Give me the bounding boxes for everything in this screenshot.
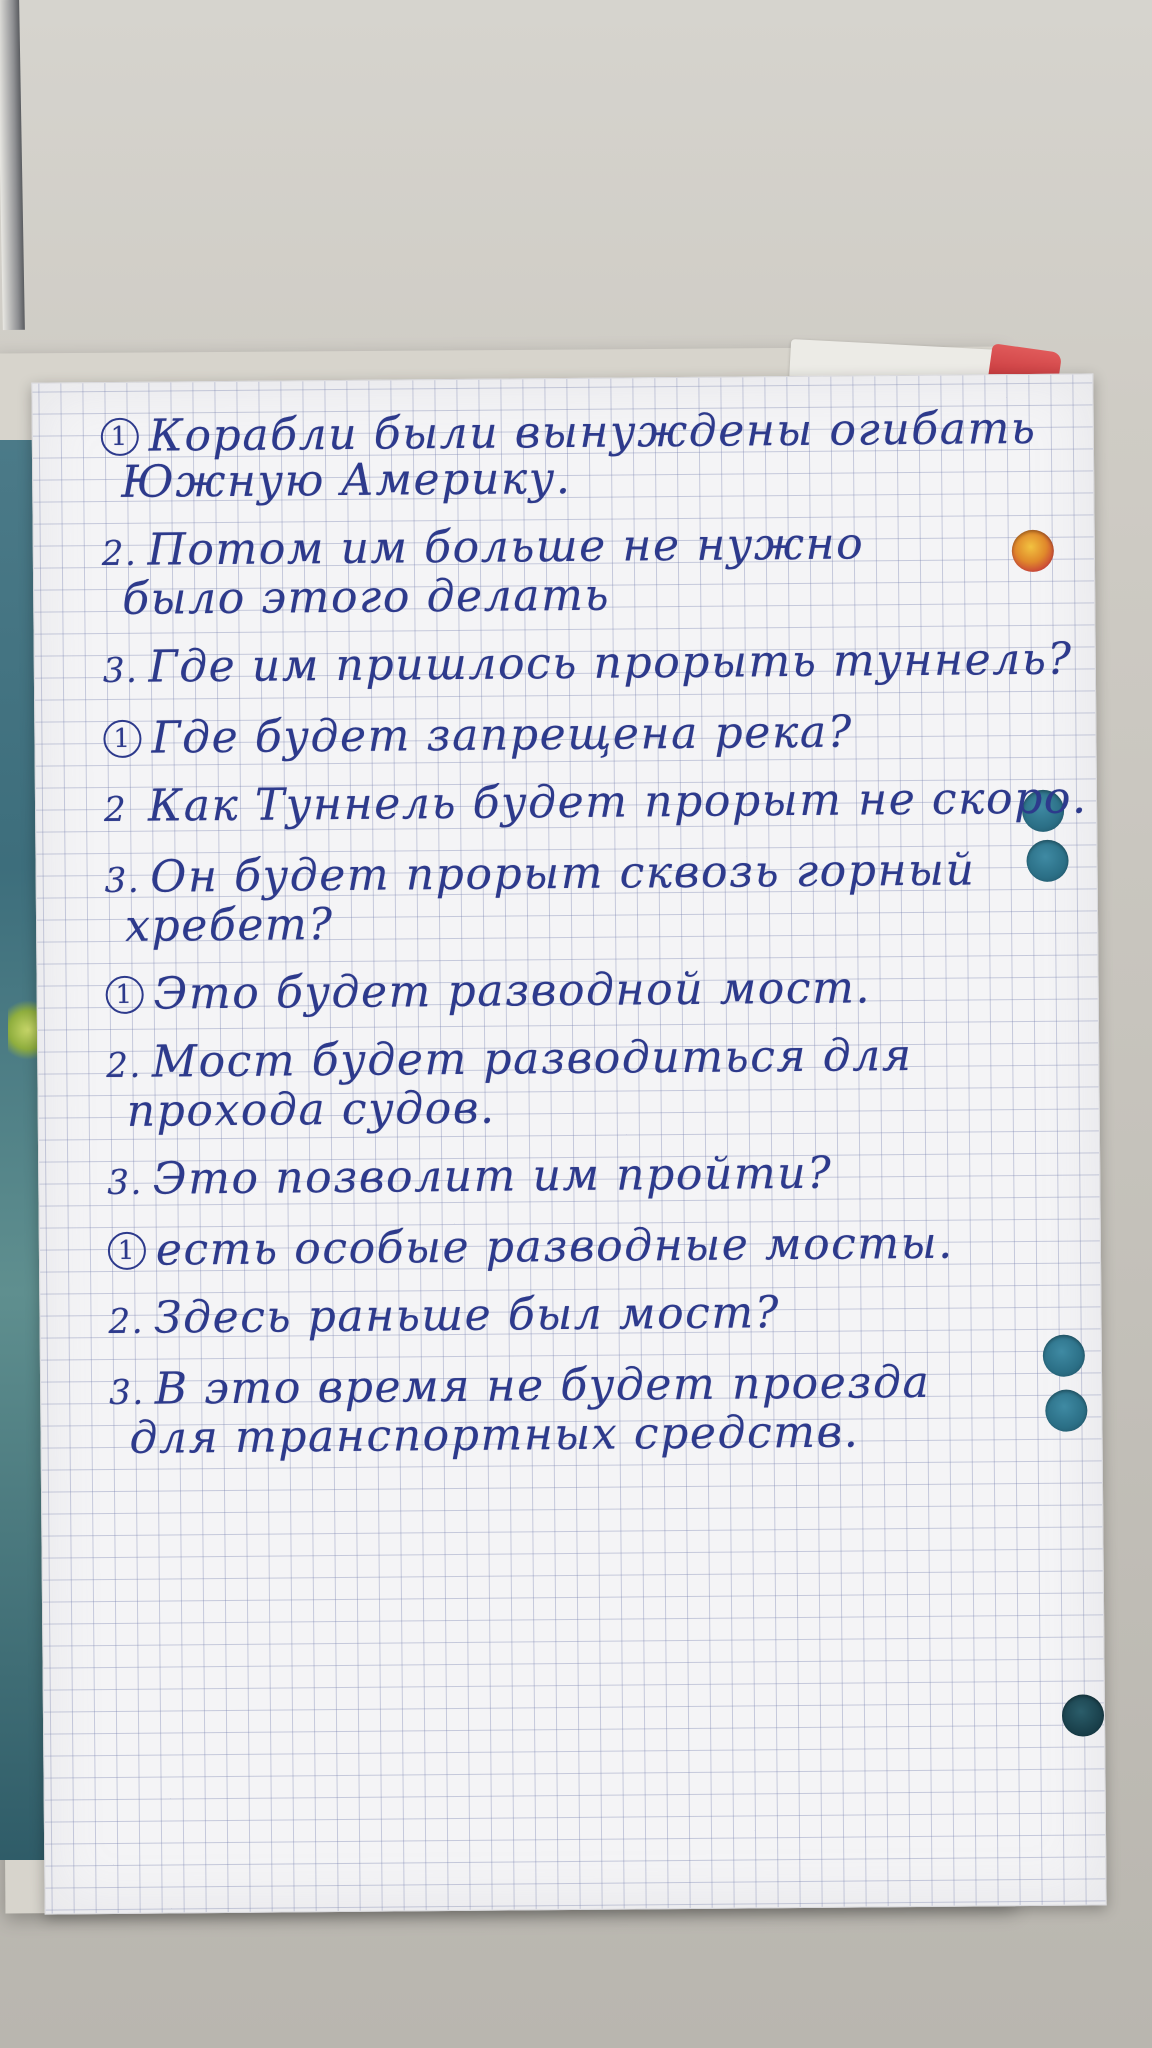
punch-hole (1062, 1694, 1104, 1736)
note-line (103, 635, 1103, 695)
note-text: Как Туннель будет прорыт не скоро. (147, 772, 1088, 832)
background-object (0, 0, 25, 330)
note-text: для транспортных средств. (129, 1406, 860, 1464)
note-text: Здесь раньше был мост? (153, 1287, 781, 1344)
note-line (104, 774, 1104, 834)
note-text: Он будет прорыт сквозь горный (150, 844, 976, 903)
note-item (101, 404, 1102, 507)
note-line (102, 567, 1102, 624)
item-number: 3. (107, 1162, 144, 1204)
note-text: Южную Америку. (120, 452, 572, 508)
note-text: хребет? (124, 899, 334, 952)
note-text: Где будет запрещена река? (151, 706, 854, 764)
item-number: 1 (106, 976, 144, 1014)
note-text: было этого делать (122, 569, 611, 625)
note-text: Корабли были вынуждены огибать (148, 402, 1037, 462)
note-item (103, 635, 1103, 695)
note-line (106, 1079, 1106, 1136)
note-text: В это время не будет проезда (154, 1356, 931, 1415)
note-item (103, 706, 1103, 763)
item-number: 3. (104, 860, 141, 902)
note-text: Где им пришлось прорыть туннель? (148, 633, 1073, 693)
note-line (103, 706, 1103, 763)
note-item (107, 1147, 1107, 1207)
note-text: Мост будет разводиться для (151, 1029, 913, 1088)
item-number: 3. (102, 650, 139, 692)
item-number: 2. (106, 1045, 143, 1087)
note-line (107, 1147, 1107, 1207)
item-number: 2. (101, 533, 138, 575)
note-line (108, 1218, 1108, 1275)
note-text: есть особые разводные мосты. (155, 1217, 954, 1276)
note-line (101, 450, 1101, 507)
note-text: Потом им больше не нужно (147, 518, 865, 576)
handwritten-notes (101, 404, 1110, 1483)
note-text: Это позволит им пройти? (152, 1147, 833, 1205)
item-number: 2. (108, 1301, 145, 1343)
grid-paper-sheet (31, 373, 1106, 1914)
item-number: 1 (103, 720, 141, 758)
note-text: Это будет разводной мост. (153, 962, 872, 1020)
note-item (105, 962, 1105, 1019)
item-number: 3. (108, 1372, 145, 1414)
note-line (109, 1406, 1109, 1463)
note-item (106, 1030, 1107, 1136)
note-item (104, 774, 1104, 834)
note-line (108, 1286, 1108, 1346)
note-text: прохода судов. (126, 1082, 496, 1137)
item-number: 2 (103, 789, 128, 831)
note-item (102, 518, 1103, 624)
note-item (108, 1218, 1108, 1275)
item-number: 1 (101, 418, 139, 456)
note-line (105, 894, 1105, 951)
note-item (104, 845, 1105, 951)
note-line (105, 962, 1105, 1019)
item-number: 1 (108, 1232, 146, 1270)
note-item (109, 1357, 1110, 1463)
note-item (108, 1286, 1108, 1346)
